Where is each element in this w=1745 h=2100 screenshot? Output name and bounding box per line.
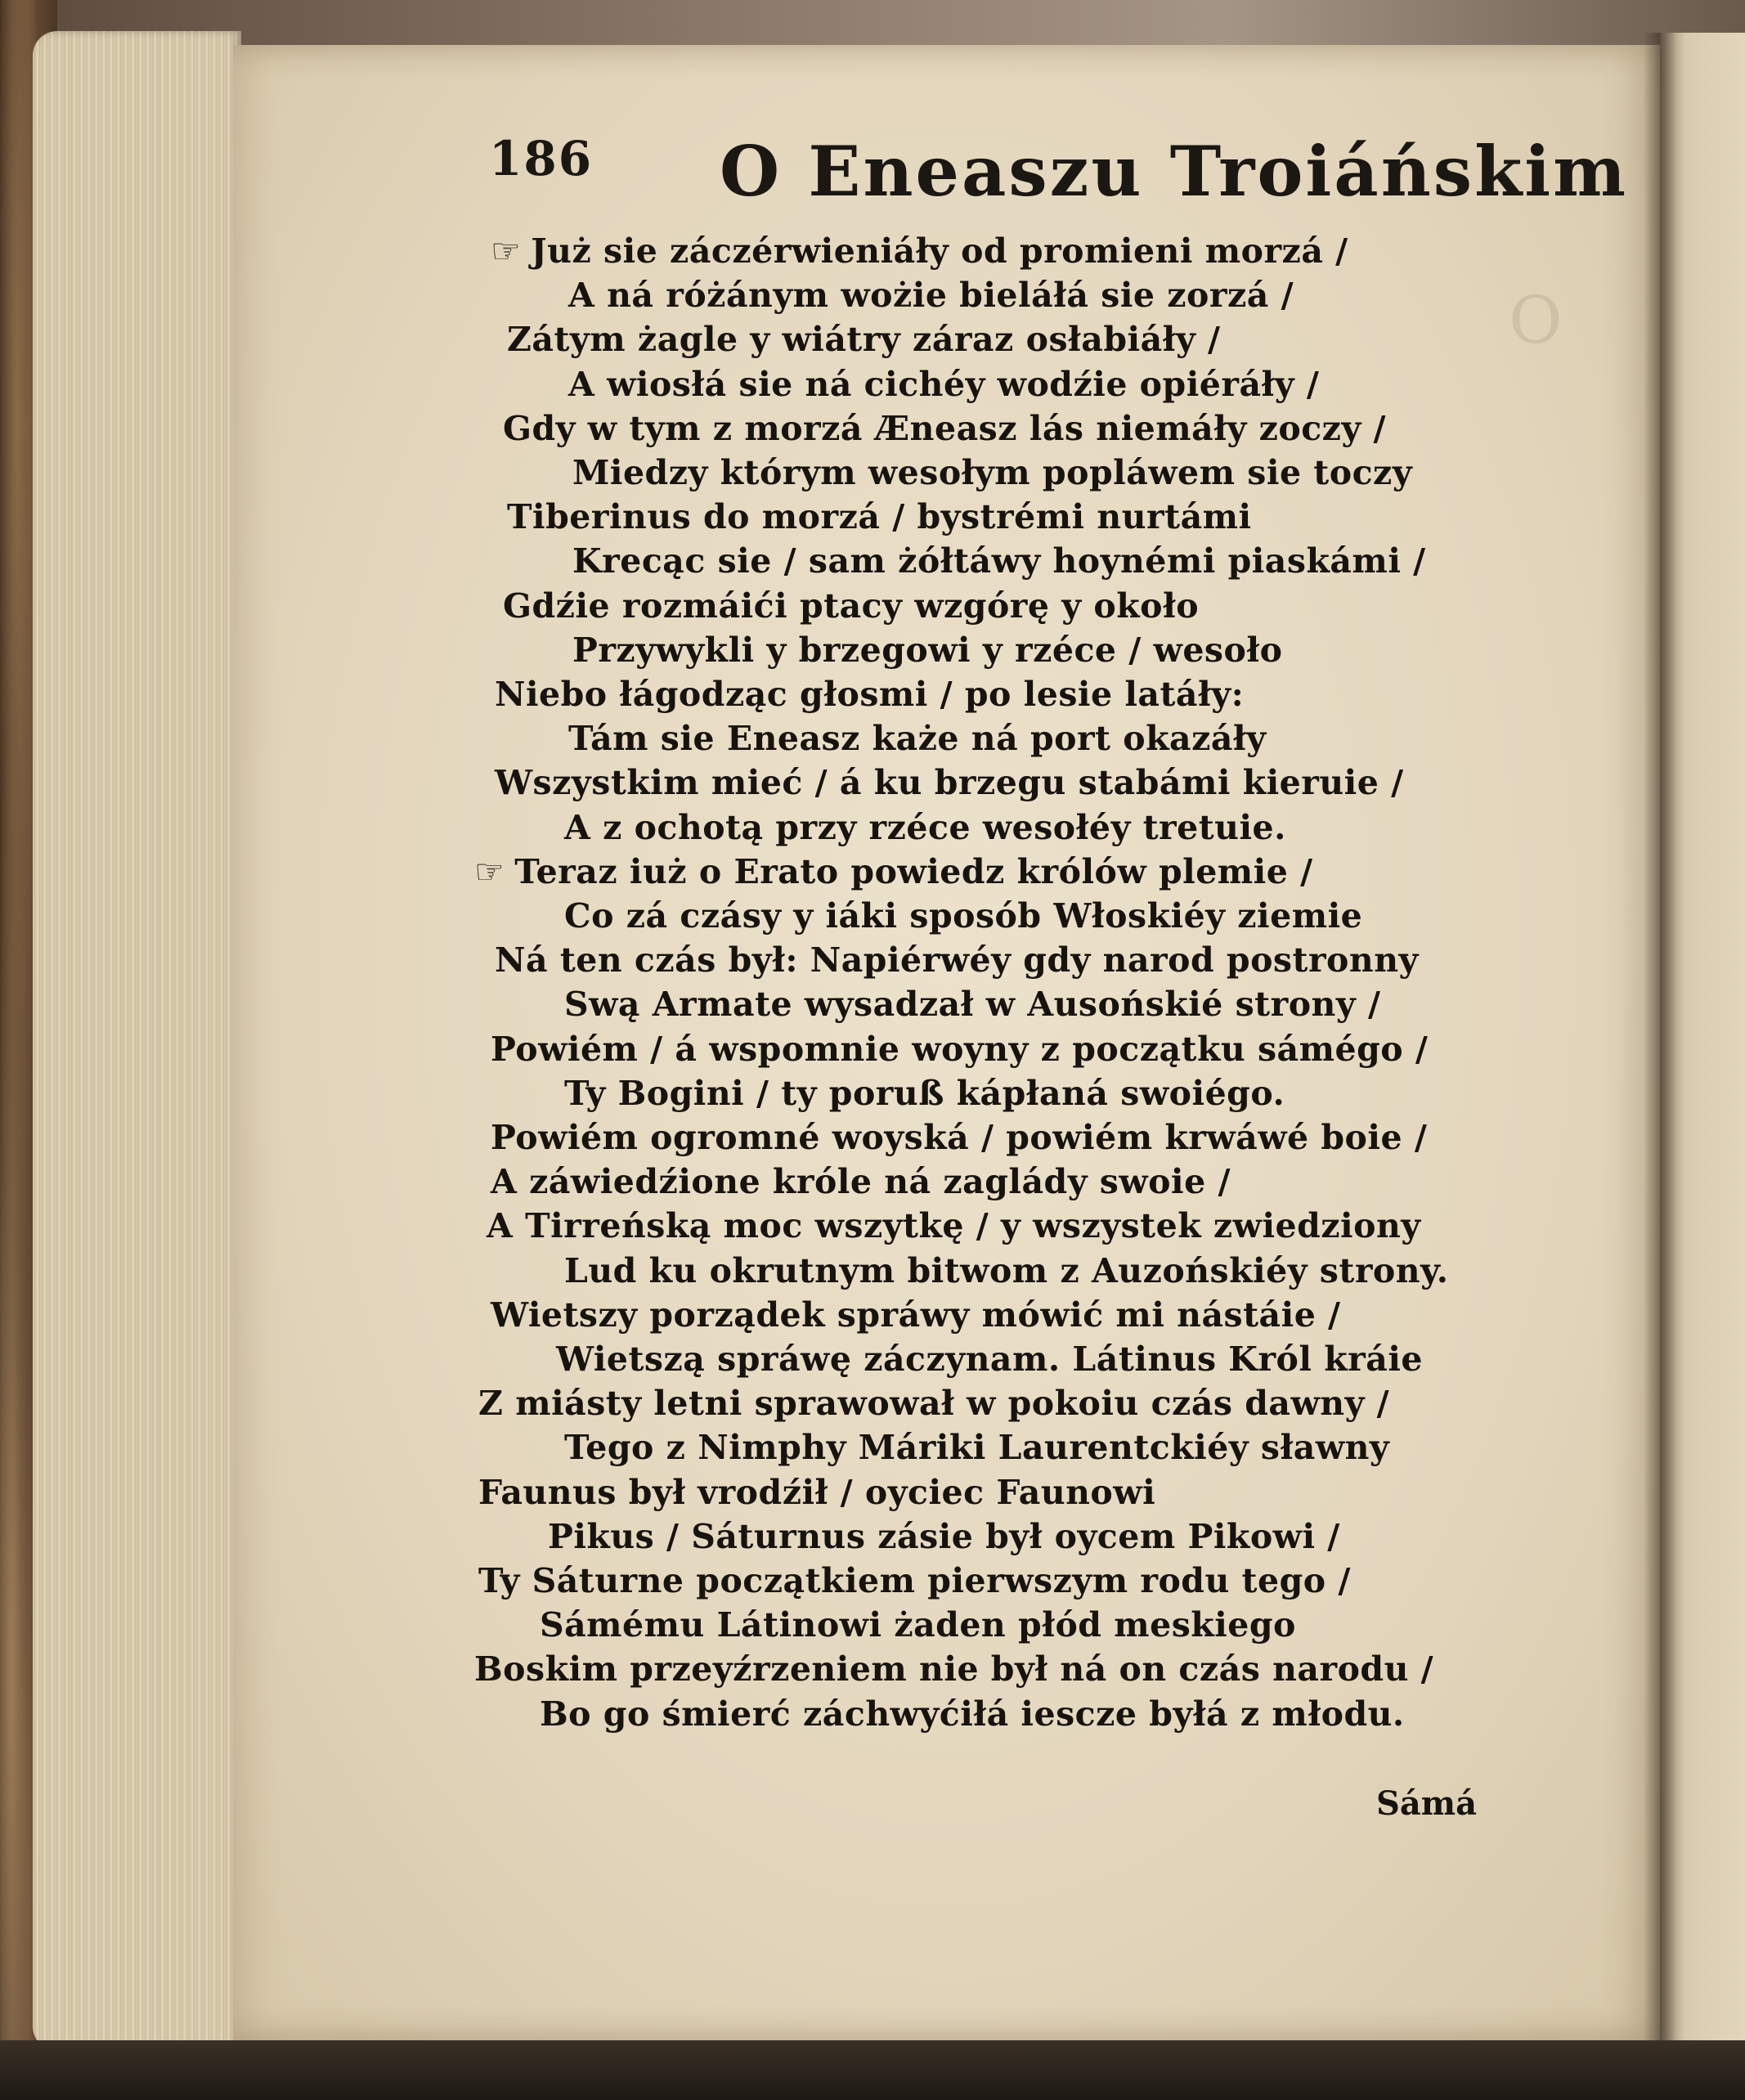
verse-text: Ná ten czás był: Napiérwéy gdy narod postronny <box>495 940 1419 980</box>
verse-line <box>478 1384 1389 1423</box>
verse-line <box>491 1030 1428 1069</box>
verse-line <box>572 453 1412 492</box>
verse-line <box>491 1118 1427 1157</box>
verse-text: Lud ku okrutnym bitwom z Auzońskiéy strony. <box>564 1251 1449 1290</box>
verse-text: Tám sie Eneasz każe ná port okazáły <box>568 719 1267 758</box>
verse-line <box>478 1561 1351 1600</box>
verse-line <box>564 1074 1285 1113</box>
catchword: Sámá <box>1376 1784 1478 1823</box>
verse-text: Swą Armate wysadzał w Ausońskié strony / <box>564 985 1381 1024</box>
verse-text: Powiém ogromné woyská / powiém krwáwé boie / <box>491 1118 1428 1157</box>
verse-line <box>474 1649 1433 1689</box>
pointing-hand-icon: ☞ <box>491 231 522 271</box>
verse-text: Miedzy którym wesołym popláwem sie toczy <box>572 453 1413 492</box>
verse-line <box>568 365 1319 404</box>
verse-line <box>568 276 1294 315</box>
verse-line <box>478 1473 1155 1512</box>
verse-text: Tiberinus do morzá / bystrémi nurtámi <box>507 497 1252 536</box>
verse-line <box>491 1295 1341 1335</box>
verse-line <box>540 1605 1296 1645</box>
verse-line <box>564 985 1380 1024</box>
verse-text: Tego z Nimphy Máriki Laurentckiéy sławny <box>564 1428 1390 1467</box>
verse-line <box>503 409 1386 448</box>
verse-line <box>507 320 1221 359</box>
verse-text: Faunus był vrodźił / oyciec Faunowi <box>478 1473 1156 1512</box>
verse-text: Wszystkim mieć / á ku brzegu stabámi kieruie / <box>495 763 1404 802</box>
verse-line <box>540 1694 1405 1734</box>
verse-text: Niebo łágodząc głosmi / po lesie latáły: <box>495 675 1245 714</box>
pointing-hand-icon: ☞ <box>474 852 505 891</box>
verse-line <box>572 541 1426 581</box>
verse-line <box>474 852 1313 891</box>
verse-text: A z ochotą przy rzéce wesołéy tretuie. <box>564 808 1286 847</box>
verse-line <box>564 1428 1389 1467</box>
verse-text: Zátym żagle y wiátry záraz osłabiáły / <box>507 320 1221 359</box>
verse-text: Wietszy porządek spráwy mówić mi nástáie / <box>491 1295 1341 1335</box>
verse-text: Już sie záczérwieniáły od promieni morzá / <box>531 231 1348 271</box>
verse-text: Przywykli y brzegowi y rzéce / wesoło <box>572 630 1283 670</box>
verse-text: Wietszą spráwę záczynam. Látinus Król kráie <box>556 1339 1423 1379</box>
verse-text: Z miásty letni sprawował w pokoiu czás dawny / <box>478 1384 1390 1423</box>
verse-line <box>568 719 1267 758</box>
gutter-shadow <box>1644 33 1676 2053</box>
verse-line <box>572 630 1282 670</box>
verse-line <box>564 808 1286 847</box>
verse-line <box>495 675 1244 714</box>
verse-text: Pikus / Sáturnus zásie był oycem Pikowi / <box>548 1517 1340 1556</box>
verse-text: Ty Bogini / ty poruß kápłaná swoiégo. <box>564 1074 1285 1113</box>
verse-text: Gdy w tym z morzá Æneasz lás niemáły zoczy / <box>503 409 1387 448</box>
verse-line <box>495 940 1419 980</box>
verse-text: A Tirreńską moc wszytkę / y wszystek zwiedziony <box>487 1206 1421 1245</box>
running-title: O Eneaszu Troiáńskim <box>720 131 1629 212</box>
page-number: 186 <box>489 131 594 186</box>
verse-text: A wiosłá sie ná cichéy wodźie opiéráły / <box>568 365 1320 404</box>
verse-text: Ty Sáturne początkiem pierwszym rodu tego / <box>478 1561 1351 1600</box>
verse-text: Powiém / á wspomnie woyny z początku sámégo / <box>491 1030 1429 1069</box>
page-edges <box>33 31 241 2051</box>
verse-line <box>556 1339 1423 1379</box>
verse-text: Sámému Látinowi żaden płód meskiego <box>540 1605 1296 1645</box>
bottom-shadow <box>0 2040 1745 2100</box>
verse-text: Krecąc sie / sam żółtáwy hoynémi piaskámi / <box>572 541 1426 581</box>
verse-line <box>548 1517 1340 1556</box>
verse-text: A ná różánym wożie bieláłá sie zorzá / <box>568 276 1294 315</box>
book-binding-top <box>0 0 1745 49</box>
verse-line <box>564 1251 1448 1290</box>
verse-text: Bo go śmierć záchwyćiłá iescze byłá z młodu. <box>540 1694 1405 1734</box>
show-through-text: O <box>1509 282 1563 358</box>
verse-text: A záwiedźione króle ná zaglády swoie / <box>491 1162 1231 1201</box>
verse-text: Teraz iuż o Erato powiedz królów plemie / <box>514 852 1313 891</box>
verse-line <box>487 1206 1421 1245</box>
verse-line <box>491 1162 1231 1201</box>
verse-text: Co zá czásy y iáki sposób Włoskiéy ziemie <box>564 896 1363 936</box>
verse-line <box>503 586 1199 626</box>
verse-line <box>564 896 1362 936</box>
verse-text: Boskim przeyźrzeniem nie był ná on czás narodu / <box>474 1649 1434 1689</box>
verse-line <box>507 497 1252 536</box>
verse-text: Gdźie rozmáići ptacy wzgórę y około <box>503 586 1200 626</box>
verse-line <box>491 231 1348 271</box>
verse-line <box>495 763 1404 802</box>
